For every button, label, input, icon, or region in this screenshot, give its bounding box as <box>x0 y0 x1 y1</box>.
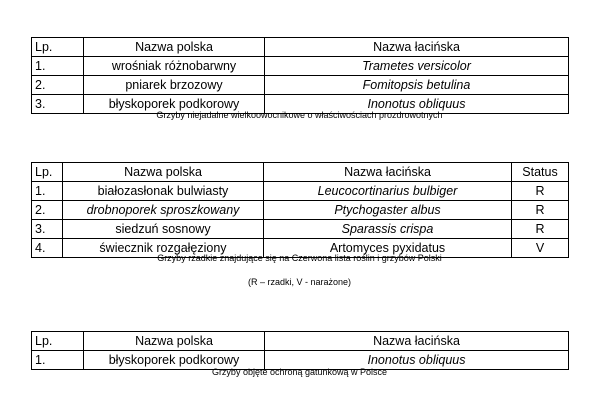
cell-status: R <box>512 182 569 201</box>
header-latin-name: Nazwa łacińska <box>265 38 569 57</box>
cell-polish-name: siedzuń sosnowy <box>63 220 264 239</box>
cell-polish-name: błyskoporek podkorowy <box>84 351 265 370</box>
header-polish-name: Nazwa polska <box>63 163 264 182</box>
header-status: Status <box>512 163 569 182</box>
table-row <box>32 182 569 201</box>
table-protected-fungi <box>31 331 569 370</box>
table-row <box>32 220 569 239</box>
cell-polish-name: świecznik rozgałęziony <box>63 239 264 258</box>
table2-caption: Grzyby rzadkie znajdujące się na Czerwona lista roślin i grzybów Polski <box>157 253 442 263</box>
cell-status: R <box>512 220 569 239</box>
cell-lp: 4. <box>32 239 63 258</box>
cell-latin-name: Leucocortinarius bulbiger <box>264 182 512 201</box>
cell-polish-name: wrośniak różnobarwny <box>84 57 265 76</box>
cell-latin-name: Artomyces pyxidatus <box>264 239 512 258</box>
table-header-row <box>32 332 569 351</box>
cell-lp: 1. <box>32 351 84 370</box>
table3-caption: Grzyby objęte ochroną gatunkową w Polsce <box>211 367 388 377</box>
cell-lp: 3. <box>32 95 84 114</box>
header-lp: Lp. <box>32 163 63 182</box>
cell-lp: 1. <box>32 57 84 76</box>
cell-latin-name: Inonotus obliquus <box>265 351 569 370</box>
cell-polish-name: błyskoporek podkorowy <box>84 95 265 114</box>
header-latin-name: Nazwa łacińska <box>264 163 512 182</box>
table-header-row <box>32 163 569 182</box>
cell-lp: 2. <box>32 76 84 95</box>
header-latin-name: Nazwa łacińska <box>265 332 569 351</box>
table1-caption: Grzyby niejadalne wielkoowocnikowe o właściwościach prozdrowotnych <box>156 110 443 120</box>
cell-lp: 3. <box>32 220 63 239</box>
cell-polish-name: drobnoporek sproszkowany <box>63 201 264 220</box>
header-lp: Lp. <box>32 38 84 57</box>
cell-lp: 2. <box>32 201 63 220</box>
cell-latin-name: Sparassis crispa <box>264 220 512 239</box>
table-medicinal-fungi <box>31 37 569 114</box>
cell-latin-name: Ptychogaster albus <box>264 201 512 220</box>
table-header-row <box>32 38 569 57</box>
cell-latin-name: Fomitopsis betulina <box>265 76 569 95</box>
cell-latin-name: Inonotus obliquus <box>265 95 569 114</box>
cell-status: R <box>512 201 569 220</box>
cell-lp: 1. <box>32 182 63 201</box>
table-row <box>32 201 569 220</box>
header-polish-name: Nazwa polska <box>84 38 265 57</box>
cell-polish-name: pniarek brzozowy <box>84 76 265 95</box>
cell-polish-name: białozasłonak bulwiasty <box>63 182 264 201</box>
header-polish-name: Nazwa polska <box>84 332 265 351</box>
table-row <box>32 76 569 95</box>
cell-status: V <box>512 239 569 258</box>
table-rare-fungi <box>31 162 569 258</box>
header-lp: Lp. <box>32 332 84 351</box>
cell-latin-name: Trametes versicolor <box>265 57 569 76</box>
table2-status-legend: (R – rzadki, V - narażone) <box>247 277 352 287</box>
table-row <box>32 57 569 76</box>
